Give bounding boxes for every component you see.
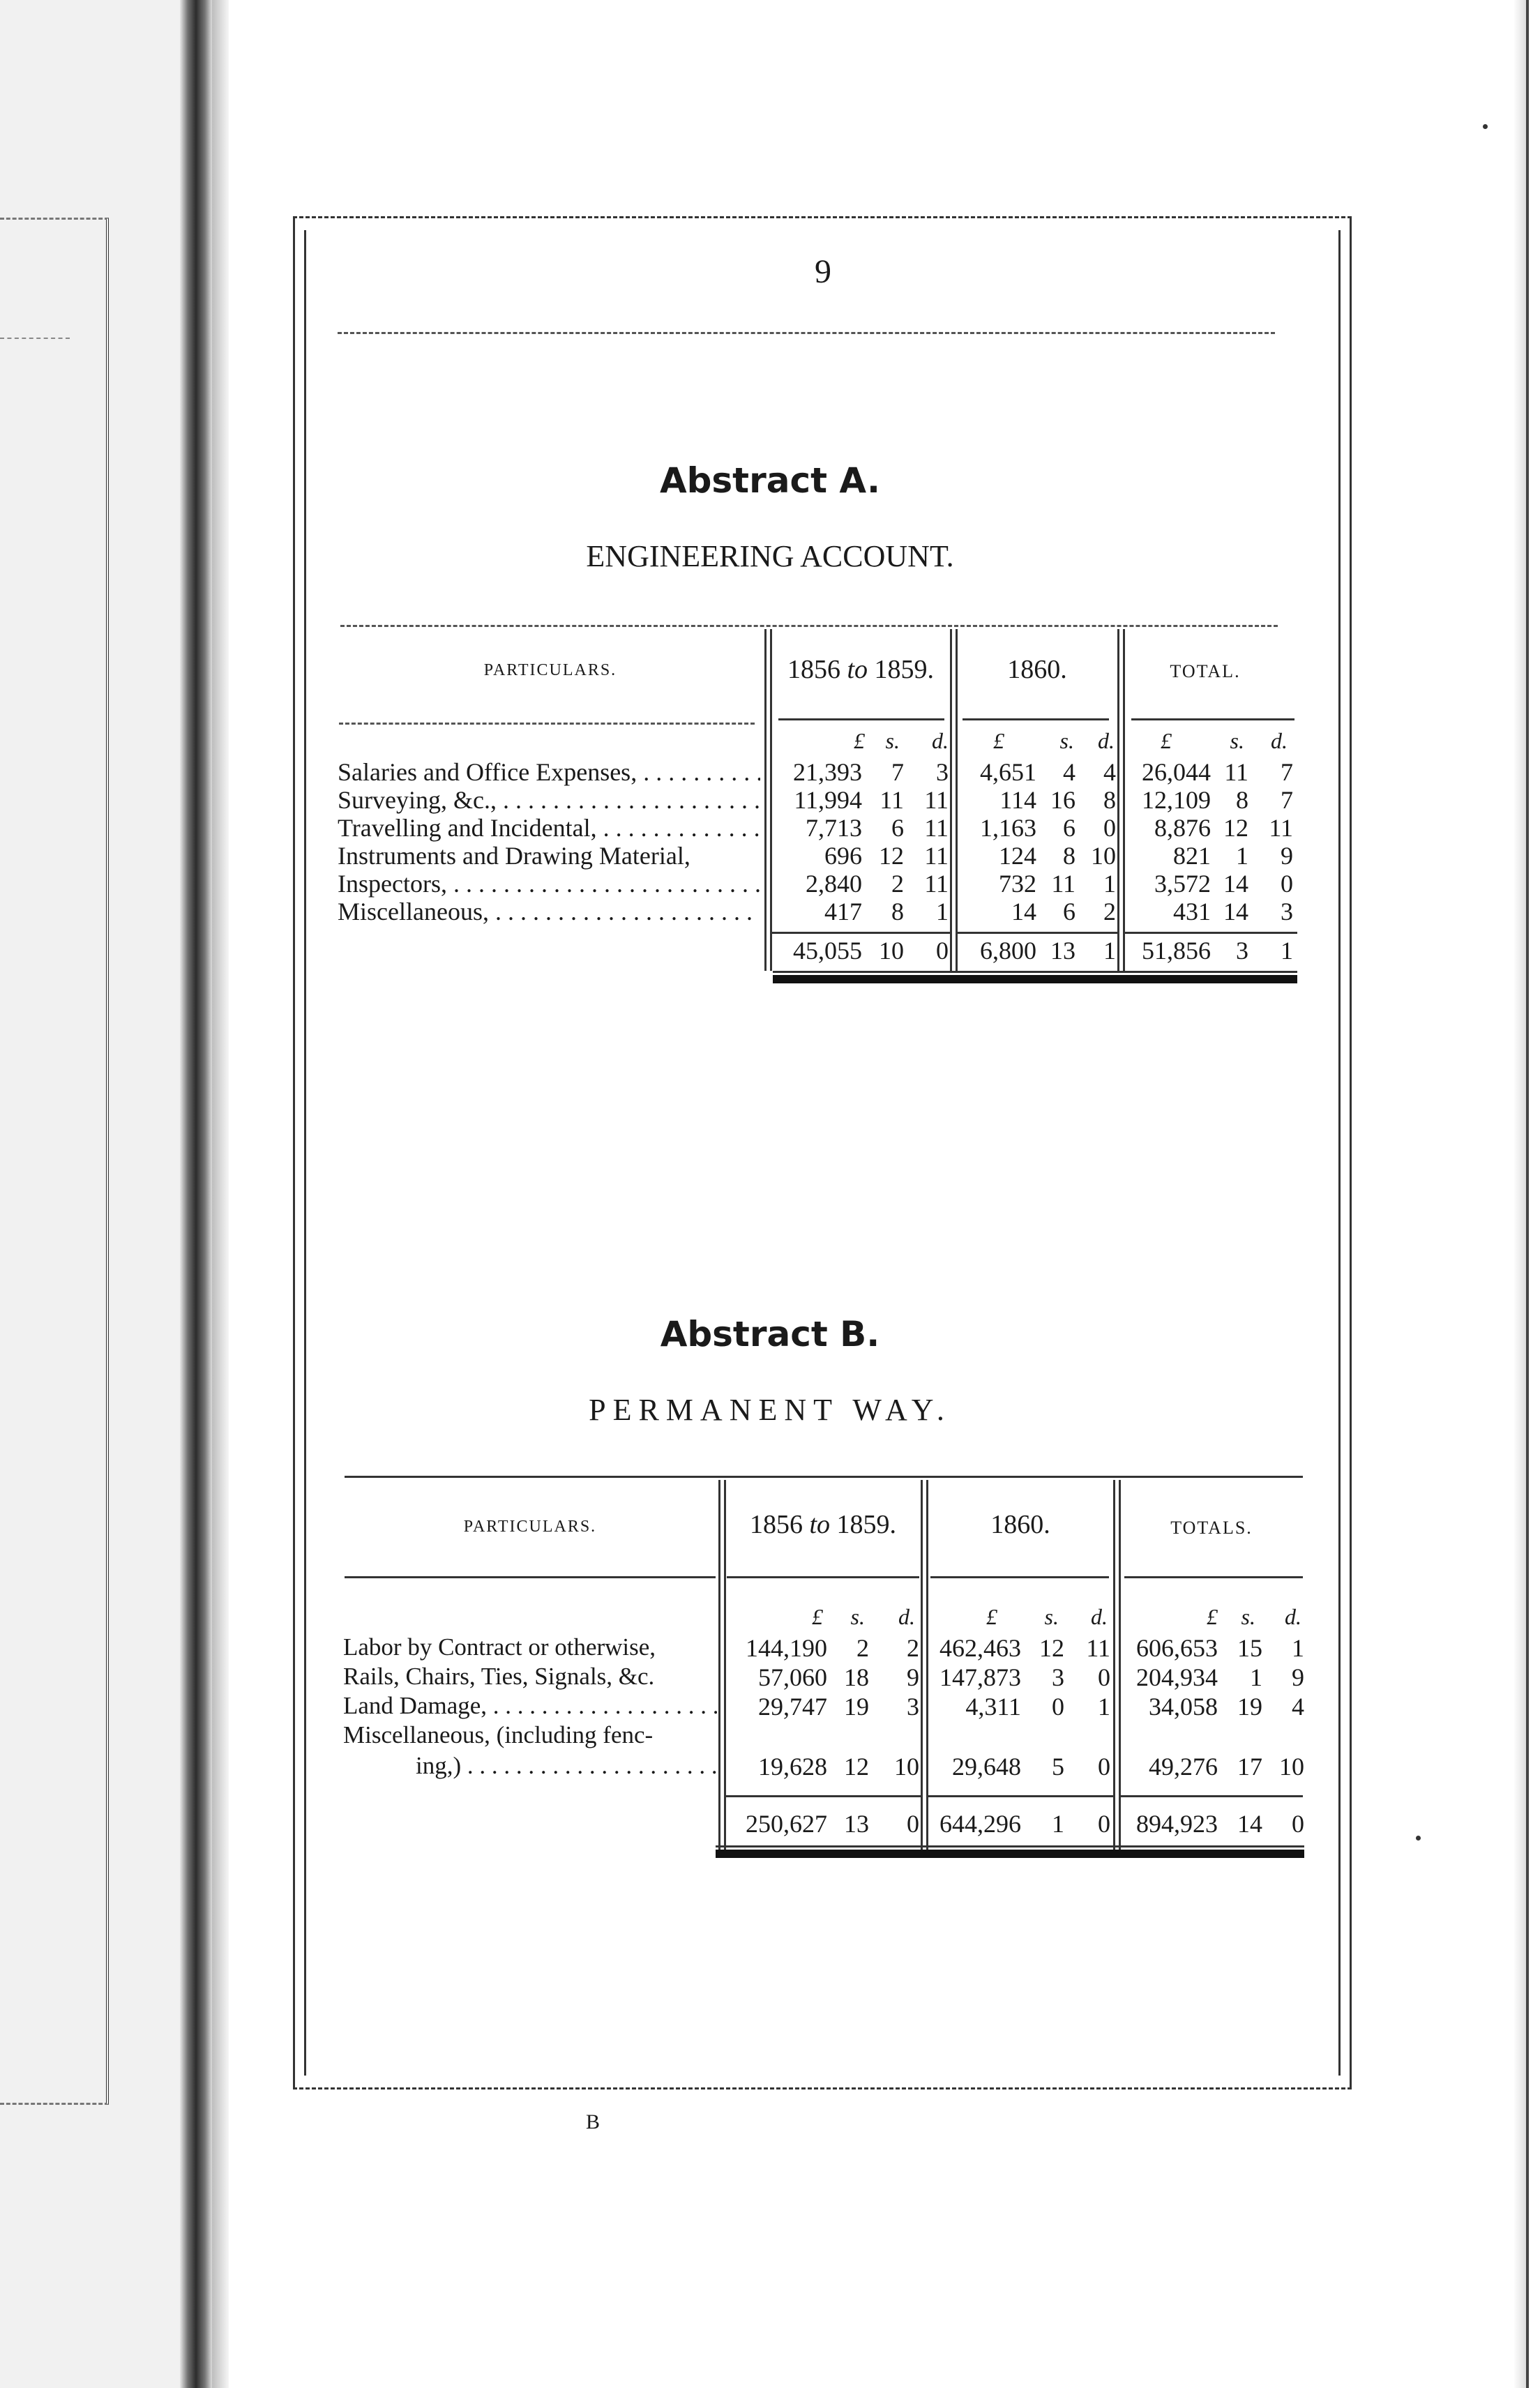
row-label-line2: ing,) . . . <box>416 1752 717 1780</box>
p1-pounds: 417 <box>824 898 862 925</box>
row-label: Rails, Chairs, Ties, Signals, &c. <box>343 1663 655 1690</box>
p1-pence: 3 <box>907 1693 919 1721</box>
p1-pence: 1 <box>936 898 949 925</box>
p2-shillings: 8 <box>1063 842 1075 870</box>
p1-shillings: 11 <box>880 786 904 814</box>
p2-pence: 8 <box>1103 786 1116 814</box>
p1-shillings: 12 <box>879 842 904 870</box>
abstract-a-subtitle: ENGINEERING ACCOUNT. <box>586 539 954 573</box>
page-border-inner <box>304 230 1341 2076</box>
p2-shillings: 5 <box>1052 1753 1064 1781</box>
total-row-p1-pence: 0 <box>936 937 949 965</box>
sum-rule <box>1123 932 1297 934</box>
total-pence: 7 <box>1281 758 1293 786</box>
sum-rule <box>724 1795 921 1797</box>
p2-pence: 1 <box>1103 870 1116 898</box>
row-label: Inspectors, . . . <box>338 869 760 898</box>
p2-pounds: 732 <box>999 870 1036 898</box>
bottom-rule <box>773 971 1297 973</box>
unit-shillings: s. <box>1044 1604 1059 1629</box>
row-label-line1: Miscellaneous, (including fenc- <box>343 1721 654 1748</box>
unit-pounds: £ <box>854 728 865 753</box>
header-underline <box>778 718 944 720</box>
period1-header: 1856 to 1859. <box>749 1510 897 1539</box>
total-pence: 9 <box>1281 842 1293 870</box>
p2-shillings: 3 <box>1052 1663 1064 1691</box>
total-row-p2-pounds: 644,296 <box>939 1810 1021 1838</box>
header-underline <box>727 1576 919 1578</box>
grand-total-pence: 1 <box>1281 937 1293 965</box>
header-underline <box>930 1576 1109 1578</box>
unit-pence: d. <box>898 1604 915 1629</box>
row-label: Instruments and Drawing Material, <box>338 842 690 870</box>
p2-pence: 10 <box>1091 842 1116 870</box>
total-shillings: 1 <box>1250 1663 1262 1691</box>
total-pounds: 12,109 <box>1142 786 1211 814</box>
total-pounds: 34,058 <box>1149 1693 1218 1721</box>
unit-pounds: £ <box>1161 728 1172 753</box>
p1-pence: 11 <box>924 786 949 814</box>
p2-pounds: 124 <box>999 842 1036 870</box>
total-shillings: 1 <box>1236 842 1248 870</box>
total-row-p1-pence: 0 <box>907 1810 919 1838</box>
column-divider <box>950 629 952 971</box>
p1-pounds: 2,840 <box>806 870 862 898</box>
unit-pounds: £ <box>812 1604 823 1629</box>
p2-pounds: 147,873 <box>939 1663 1021 1691</box>
unit-shillings: s. <box>1059 728 1074 753</box>
total-shillings: 19 <box>1237 1693 1262 1721</box>
p2-pence: 0 <box>1098 1753 1110 1781</box>
p1-shillings: 2 <box>891 870 904 898</box>
column-divider <box>764 629 767 971</box>
p2-shillings: 0 <box>1052 1693 1064 1721</box>
unit-pounds: £ <box>1207 1604 1218 1629</box>
row-label: Travelling and Incidental, . . . <box>338 813 760 842</box>
sum-rule <box>956 932 1117 934</box>
p1-shillings: 12 <box>844 1753 869 1781</box>
bottom-thick-rule <box>716 1850 1304 1858</box>
unit-shillings: s. <box>850 1604 865 1629</box>
grand-total-pounds: 51,856 <box>1142 937 1211 965</box>
p1-shillings: 2 <box>856 1634 869 1662</box>
p2-pounds: 114 <box>999 786 1036 814</box>
p1-pounds: 21,393 <box>793 758 862 786</box>
total-pounds: 431 <box>1173 898 1211 925</box>
total-pence: 11 <box>1269 814 1293 842</box>
p1-pence: 2 <box>907 1634 919 1662</box>
facing-page-rule <box>0 338 70 339</box>
period-connector: to <box>847 655 868 684</box>
total-pence: 7 <box>1281 786 1293 814</box>
row-label: Land Damage, . . . <box>343 1692 717 1720</box>
p2-shillings: 12 <box>1039 1634 1064 1662</box>
p2-pounds: 4,651 <box>980 758 1036 786</box>
p1-shillings: 18 <box>844 1663 869 1691</box>
total-pounds: 3,572 <box>1154 870 1211 898</box>
total-pounds: 49,276 <box>1149 1753 1218 1781</box>
unit-shillings: s. <box>1230 728 1244 753</box>
p1-pounds: 11,994 <box>794 786 862 814</box>
unit-pence: d. <box>1091 1604 1108 1629</box>
particulars-header: PARTICULARS. <box>463 1518 597 1536</box>
column-divider <box>1117 629 1119 971</box>
bottom-rule <box>716 1845 1304 1847</box>
total-shillings: 15 <box>1237 1634 1262 1662</box>
p1-pence: 11 <box>924 814 949 842</box>
gutter-shadow <box>212 0 229 2388</box>
p1-pence: 9 <box>907 1663 919 1691</box>
abstract-a-title: Abstract A. <box>659 460 881 501</box>
p2-pence: 1 <box>1098 1693 1110 1721</box>
table-top-rule <box>345 1476 1303 1478</box>
column-divider <box>718 1480 720 1850</box>
p2-pence: 4 <box>1103 758 1116 786</box>
total-shillings: 14 <box>1223 898 1248 925</box>
total-pence: 3 <box>1281 898 1293 925</box>
total-row-p2-shillings: 13 <box>1050 937 1075 965</box>
total-row-p2-pence: 0 <box>1098 1810 1110 1838</box>
book-gutter <box>180 0 212 2388</box>
page-edge-shadow <box>1513 0 1526 2388</box>
unit-pence: d. <box>1098 728 1115 753</box>
unit-shillings: s. <box>885 728 900 753</box>
total-shillings: 12 <box>1223 814 1248 842</box>
total-header: TOTALS. <box>1170 1518 1253 1538</box>
unit-pounds: £ <box>986 1604 997 1629</box>
sum-rule <box>1119 1795 1303 1797</box>
p2-pounds: 4,311 <box>965 1693 1021 1721</box>
header-underline <box>1131 718 1294 720</box>
unit-pence: d. <box>932 728 949 753</box>
particulars-header: PARTICULARS. <box>483 661 617 679</box>
total-pence: 1 <box>1292 1634 1304 1662</box>
abstract-b-subtitle: PERMANENT WAY. <box>589 1393 951 1427</box>
total-row-p1-pounds: 250,627 <box>746 1810 827 1838</box>
unit-pence: d. <box>1271 728 1288 753</box>
column-divider <box>1113 1480 1115 1850</box>
unit-shillings: s. <box>1241 1604 1255 1629</box>
total-pence: 9 <box>1292 1663 1304 1691</box>
header-rule <box>338 332 1275 334</box>
sum-rule <box>926 1795 1113 1797</box>
row-label: Surveying, &c., . . . <box>338 785 760 815</box>
p2-shillings: 16 <box>1050 786 1075 814</box>
p1-shillings: 8 <box>891 898 904 925</box>
sum-rule <box>770 932 950 934</box>
ink-speck <box>1416 1836 1421 1841</box>
p2-pounds: 1,163 <box>980 814 1036 842</box>
p1-pounds: 19,628 <box>758 1753 827 1781</box>
total-shillings: 8 <box>1236 786 1248 814</box>
total-pounds: 8,876 <box>1154 814 1211 842</box>
p1-pounds: 696 <box>824 842 862 870</box>
p1-pence: 3 <box>936 758 949 786</box>
total-shillings: 14 <box>1223 870 1248 898</box>
row-label: Miscellaneous, . . . <box>338 897 760 926</box>
p2-pounds: 462,463 <box>939 1634 1021 1662</box>
table-top-rule <box>340 625 1278 627</box>
total-shillings: 11 <box>1224 758 1248 786</box>
bottom-thick-rule <box>773 975 1297 983</box>
page-number: 9 <box>815 253 831 290</box>
total-pence: 4 <box>1292 1693 1304 1721</box>
total-pounds: 606,653 <box>1136 1634 1218 1662</box>
p2-pence: 11 <box>1086 1634 1110 1662</box>
total-header: TOTAL. <box>1170 661 1241 681</box>
p1-pence: 11 <box>924 870 949 898</box>
total-row-p1-shillings: 13 <box>844 1810 869 1838</box>
total-row-p2-pounds: 6,800 <box>980 937 1036 965</box>
total-shillings: 17 <box>1237 1753 1262 1781</box>
page-edge <box>1526 0 1529 2388</box>
total-pounds: 204,934 <box>1136 1663 1218 1691</box>
p2-pence: 0 <box>1098 1663 1110 1691</box>
column-divider <box>921 1480 923 1850</box>
total-row-p1-shillings: 10 <box>879 937 904 965</box>
row-label: Labor by Contract or otherwise, <box>343 1633 656 1661</box>
p2-pounds: 29,648 <box>952 1753 1021 1781</box>
p1-pounds: 144,190 <box>746 1634 827 1662</box>
p1-shillings: 19 <box>844 1693 869 1721</box>
total-pence: 10 <box>1279 1753 1304 1781</box>
p2-pence: 0 <box>1103 814 1116 842</box>
grand-total-pounds: 894,923 <box>1136 1810 1218 1838</box>
p1-pence: 10 <box>894 1753 919 1781</box>
period1-header: 1856 to 1859. <box>787 655 935 684</box>
header-underline <box>339 723 755 725</box>
grand-total-shillings: 3 <box>1236 937 1248 965</box>
abstract-b-title: Abstract B. <box>660 1314 880 1354</box>
p1-shillings: 6 <box>891 814 904 842</box>
total-row-p1-pounds: 45,055 <box>793 937 862 965</box>
grand-total-shillings: 14 <box>1237 1810 1262 1838</box>
unit-pounds: £ <box>993 728 1004 753</box>
p1-pounds: 57,060 <box>758 1663 827 1691</box>
unit-pence: d. <box>1285 1604 1301 1629</box>
total-row-p2-pence: 1 <box>1103 937 1116 965</box>
p2-shillings: 6 <box>1063 898 1075 925</box>
total-pence: 0 <box>1281 870 1293 898</box>
signature-mark: B <box>585 2110 600 2133</box>
header-underline <box>1124 1576 1303 1578</box>
total-pounds: 26,044 <box>1142 758 1211 786</box>
period2-header: 1860. <box>1007 655 1067 684</box>
header-underline <box>345 1576 716 1578</box>
p2-pence: 2 <box>1103 898 1116 925</box>
period2-header: 1860. <box>990 1510 1050 1539</box>
row-label: Salaries and Office Expenses, . . . <box>338 757 760 787</box>
period-connector: to <box>809 1510 831 1539</box>
total-pounds: 821 <box>1173 842 1211 870</box>
p2-pounds: 14 <box>1011 898 1036 925</box>
p1-pounds: 29,747 <box>758 1693 827 1721</box>
p1-shillings: 7 <box>891 758 904 786</box>
p2-shillings: 11 <box>1051 870 1075 898</box>
p2-shillings: 6 <box>1063 814 1075 842</box>
p1-pence: 11 <box>924 842 949 870</box>
total-row-p2-shillings: 1 <box>1052 1810 1064 1838</box>
header-underline <box>962 718 1109 720</box>
grand-total-pence: 0 <box>1292 1810 1304 1838</box>
p1-pounds: 7,713 <box>806 814 862 842</box>
p2-shillings: 4 <box>1063 758 1075 786</box>
ink-speck <box>1483 124 1488 129</box>
